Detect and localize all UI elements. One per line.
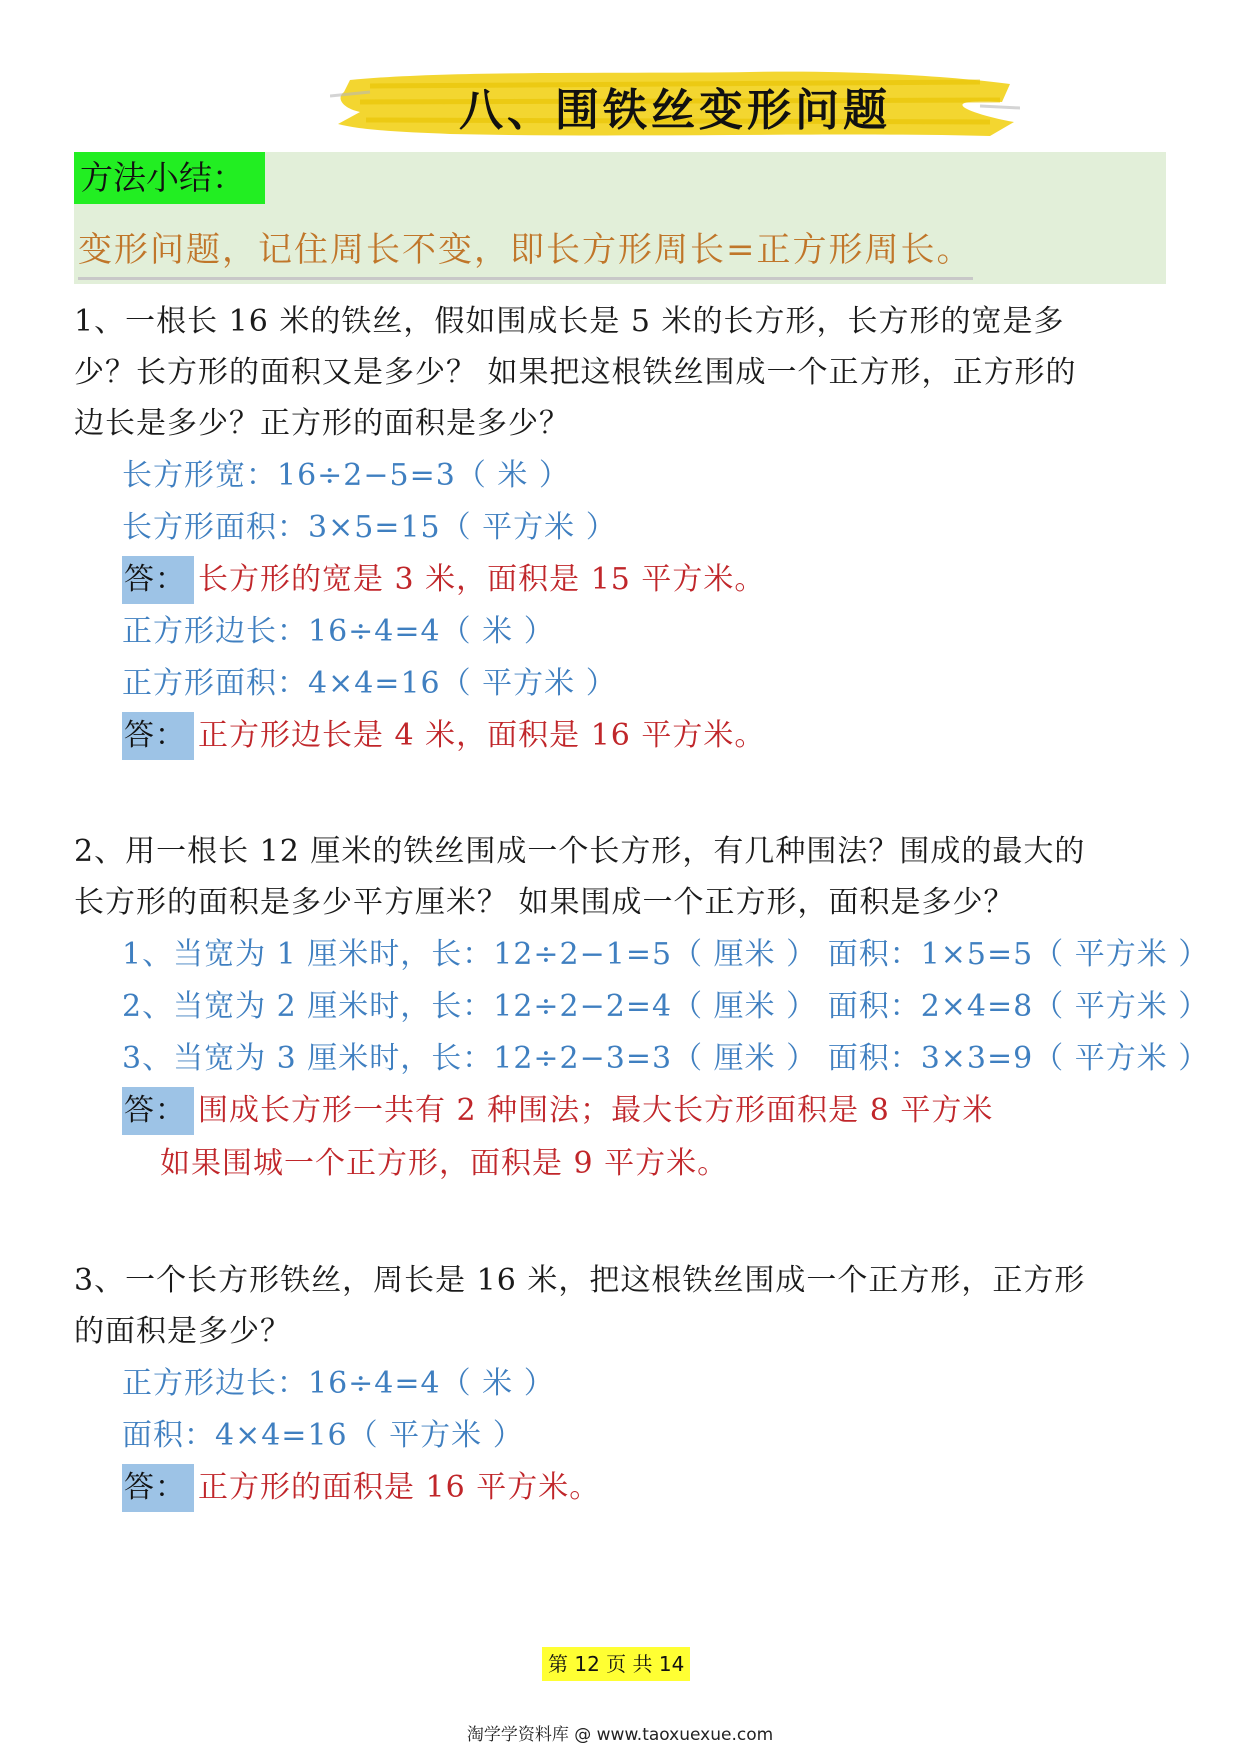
q1-step-square-side: 正方形边长：16÷4=4（ 米 ）: [122, 614, 555, 649]
q1-answer-1: [122, 556, 765, 604]
method-summary-box: [74, 152, 1166, 284]
answer-text: 围成长方形一共有 2 种围法；最大长方形面积是 8 平方米: [198, 1093, 994, 1128]
page-number: 第 12 页 共 14: [542, 1647, 690, 1681]
question-3-line-1: 3、一个长方形铁丝，周长是 16 米，把这根铁丝围成一个正方形，正方形: [74, 1263, 1086, 1298]
question-1-line-1: 1、一根长 16 米的铁丝，假如围成长是 5 米的长方形，长方形的宽是多: [74, 304, 1065, 339]
q2-answer-2: 如果围城一个正方形，面积是 9 平方米。: [160, 1146, 729, 1181]
q2-step-3: 3、当宽为 3 厘米时，长：12÷2−3=3（ 厘米 ） 面积：3×3=9（ 平方米 ）: [122, 1041, 1210, 1076]
question-1-line-2: 少？长方形的面积又是多少？ 如果把这根铁丝围成一个正方形，正方形的: [74, 355, 1077, 390]
q2-step-1: 1、当宽为 1 厘米时，长：12÷2−1=5（ 厘米 ） 面积：1×5=5（ 平方米 ）: [122, 937, 1210, 972]
method-summary-label: 方法小结：: [74, 152, 265, 204]
answer-label: 答：: [122, 556, 194, 604]
site-watermark: 淘学学资料库 @ www.taoxuexue.com: [466, 1725, 774, 1745]
answer-text: 长方形的宽是 3 米，面积是 15 平方米。: [198, 562, 766, 597]
question-1-line-3: 边长是多少？正方形的面积是多少？: [74, 406, 570, 441]
q3-step-square-side: 正方形边长：16÷4=4（ 米 ）: [122, 1366, 555, 1401]
q2-answer-1: [122, 1087, 993, 1135]
question-3-line-2: 的面积是多少？: [74, 1314, 291, 1349]
answer-label: 答：: [122, 712, 194, 760]
answer-label: 答：: [122, 1087, 194, 1135]
question-2-line-2: 长方形的面积是多少平方厘米？ 如果围成一个正方形，面积是多少？: [74, 885, 1015, 920]
page-title: 八、围铁丝变形问题: [459, 85, 891, 136]
answer-text: 正方形的面积是 16 平方米。: [198, 1470, 601, 1505]
q1-answer-2: [122, 712, 765, 760]
title-banner: [330, 62, 1020, 144]
q1-step-square-area: 正方形面积：4×4=16（ 平方米 ）: [122, 666, 617, 701]
method-summary-text: 变形问题，记住周长不变，即长方形周长=正方形周长。: [78, 222, 973, 280]
q1-step-rect-width: 长方形宽：16÷2−5=3（ 米 ）: [122, 458, 570, 493]
q2-step-2: 2、当宽为 2 厘米时，长：12÷2−2=4（ 厘米 ） 面积：2×4=8（ 平方米 ）: [122, 989, 1210, 1024]
answer-label: 答：: [122, 1464, 194, 1512]
q3-answer-1: [122, 1464, 600, 1512]
q3-step-square-area: 面积：4×4=16（ 平方米 ）: [122, 1418, 524, 1453]
answer-text: 正方形边长是 4 米，面积是 16 平方米。: [198, 718, 766, 753]
question-2-line-1: 2、用一根长 12 厘米的铁丝围成一个长方形，有几种围法？围成的最大的: [74, 834, 1086, 869]
q1-step-rect-area: 长方形面积：3×5=15（ 平方米 ）: [122, 510, 617, 545]
